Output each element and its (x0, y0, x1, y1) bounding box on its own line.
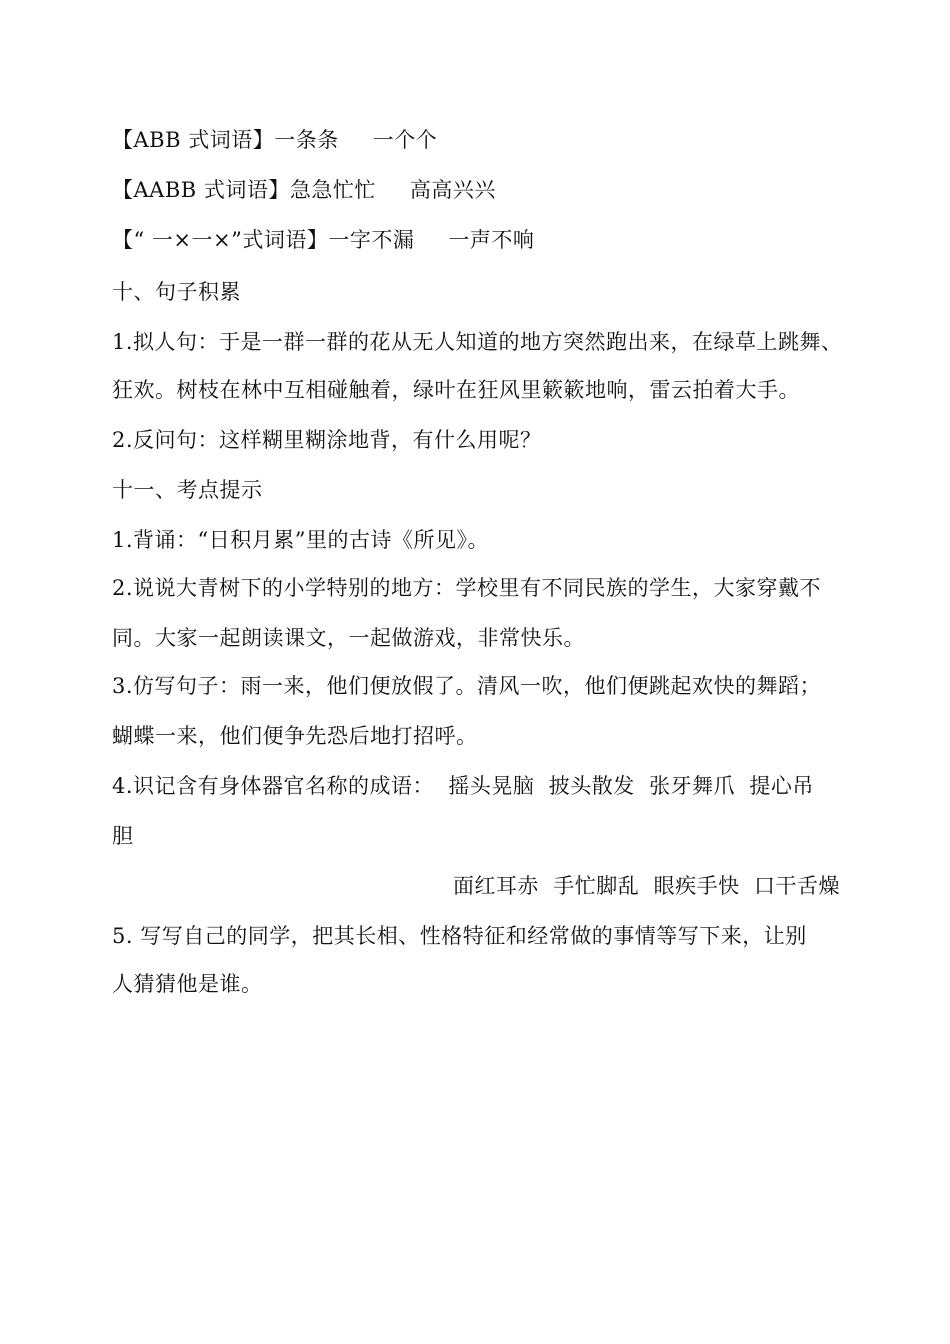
sentences-heading: 十、句子积累 (112, 280, 241, 304)
tip-item-4-line-1: 4.识记含有身体器官名称的成语： 摇头晃脑 披头散发 张牙舞爪 提心吊 (112, 774, 814, 798)
aabb-words-line (112, 174, 852, 206)
tip-item-2-line-1: 2.说说大青树下的小学特别的地方：学校里有不同民族的学生，大家穿戴不 (112, 576, 822, 600)
abb-words-line (112, 124, 852, 156)
tip-item-3-line-1: 3.仿写句子：雨一来，他们便放假了。清风一吹，他们便跳起欢快的舞蹈； (112, 674, 822, 698)
yixyix-label: 【“ 一×一×”式词语】 (112, 228, 329, 252)
tip-item-5-line-2: 人猜猜他是谁。 (112, 972, 263, 996)
yixyix-word-1: 一字不漏 (328, 228, 415, 252)
aabb-word-2: 高高兴兴 (409, 178, 496, 202)
tips-heading: 十一、考点提示 (112, 478, 263, 502)
abb-word-1: 一条条 (274, 128, 339, 152)
tip-item-3-line-2: 蝴蝶一来，他们便争先恐后地打招呼。 (112, 724, 478, 748)
sentence-item-1-line-1: 1.拟人句：于是一群一群的花从无人知道的地方突然跑出来，在绿草上跳舞、 (112, 330, 843, 354)
sentence-item-2: 2.反问句：这样糊里糊涂地背，有什么用呢？ (112, 428, 542, 452)
abb-label: 【ABB 式词语】 (112, 128, 275, 152)
tip-item-5-line-1: 5. 写写自己的同学，把其长相、性格特征和经常做的事情等写下来，让别 (112, 924, 807, 948)
tip-item-1: 1.背诵：“日积月累”里的古诗《所见》。 (112, 528, 490, 552)
yixyix-words-line (112, 224, 852, 256)
yixyix-word-2: 一声不响 (448, 228, 535, 252)
tip-item-4-line-3: 面红耳赤 手忙脚乱 眼疾手快 口干舌燥 (452, 874, 840, 898)
aabb-label: 【AABB 式词语】 (112, 178, 290, 202)
tip-item-2-line-2: 同。大家一起朗读课文，一起做游戏，非常快乐。 (112, 626, 585, 650)
aabb-word-1: 急急忙忙 (289, 178, 376, 202)
abb-word-2: 一个个 (372, 128, 438, 152)
sentence-item-1-line-2: 狂欢。树枝在林中互相碰触着，绿叶在狂风里簌簌地响，雷云拍着大手。 (112, 378, 800, 402)
tip-item-4-line-2: 胆 (112, 824, 134, 848)
